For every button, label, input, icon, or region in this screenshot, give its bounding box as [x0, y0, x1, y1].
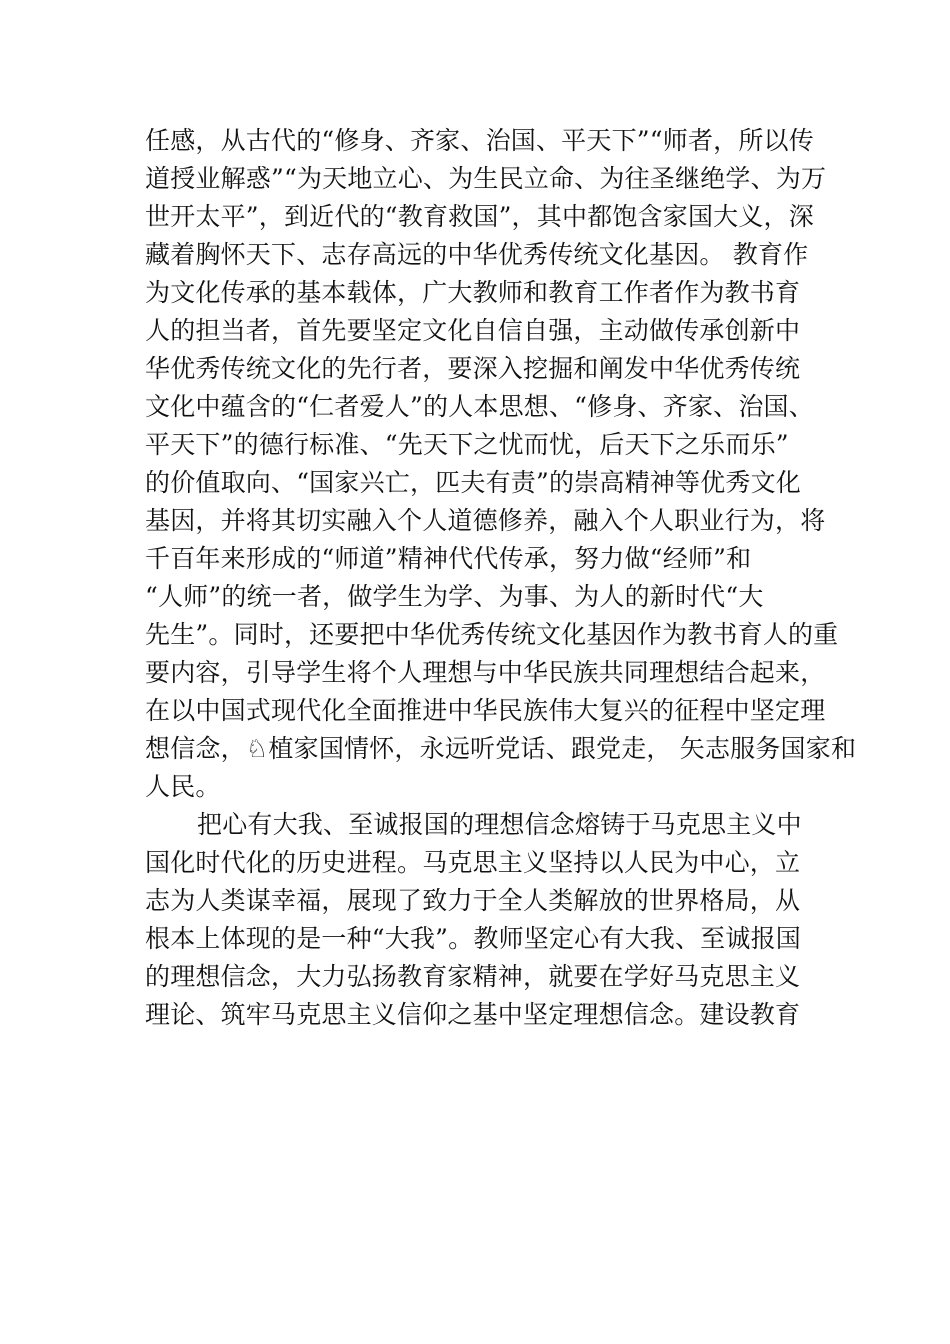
text-line: 平天下”的德行标准、“先天下之忧而忧，后天下之乐而乐”	[145, 430, 789, 459]
text-line: 人民。	[145, 772, 221, 801]
text-line: 要内容，引导学生将个人理想与中华民族共同理想结合起来，	[145, 658, 826, 687]
text-line: 的理想信念，大力弘扬教育家精神，就要在学好马克思主义	[145, 962, 801, 991]
text-line: 道授业解惑”“为天地立心、为生民立命、为往圣继绝学、为万	[145, 164, 827, 193]
text-line: 华优秀传统文化的先行者，要深入挖掘和阐发中华优秀传统	[145, 354, 801, 383]
body-text	[145, 122, 857, 1034]
text-line: 为文化传承的基本载体，广大教师和教育工作者作为教书育	[145, 278, 801, 307]
text-line: 藏着胸怀天下、志存高远的中华优秀传统文化基因。 教育作	[145, 240, 809, 269]
paragraph-first-line: 把心有大我、至诚报国的理想信念熔铸于马克思主义中	[197, 810, 802, 839]
text-line: 理论、筑牢马克思主义信仰之基中坚定理想信念。建设教育	[145, 1000, 801, 1029]
text-line: 文化中蕴含的“仁者爱人”的人本思想、“修身、齐家、治国、	[145, 392, 814, 421]
text-line: 想信念，♘植家国情怀，永远听党话、跟党走， 矢志服务国家和	[145, 734, 857, 763]
text-line: “人师”的统一者，做学生为学、为事、为人的新时代“大	[145, 582, 764, 611]
text-line: 千百年来形成的“师道”精神代代传承，努力做“经师”和	[145, 544, 752, 573]
text-line: 先生”。同时，还要把中华优秀传统文化基因作为教书育人的重	[145, 620, 839, 649]
text-line: 根本上体现的是一种“大我”。教师坚定心有大我、至诚报国	[145, 924, 801, 953]
text-line: 任感，从古代的“修身、齐家、治国、平天下”“师者，所以传	[145, 126, 814, 155]
text-line: 基因，并将其切实融入个人道德修养，融入个人职业行为，将	[145, 506, 826, 535]
text-line: 志为人类谋幸福，展现了致力于全人类解放的世界格局，从	[145, 886, 801, 915]
text-line: 世开太平”，到近代的“教育救国”，其中都饱含家国大义，深	[145, 202, 814, 231]
text-line: 国化时代化的历史进程。马克思主义坚持以人民为中心，立	[145, 848, 801, 877]
text-line: 的价值取向、“国家兴亡，匹夫有责”的崇高精神等优秀文化	[145, 468, 801, 497]
text-line: 在以中国式现代化全面推进中华民族伟大复兴的征程中坚定理	[145, 696, 826, 725]
text-line: 人的担当者，首先要坚定文化自信自强，主动做传承创新中	[145, 316, 801, 345]
